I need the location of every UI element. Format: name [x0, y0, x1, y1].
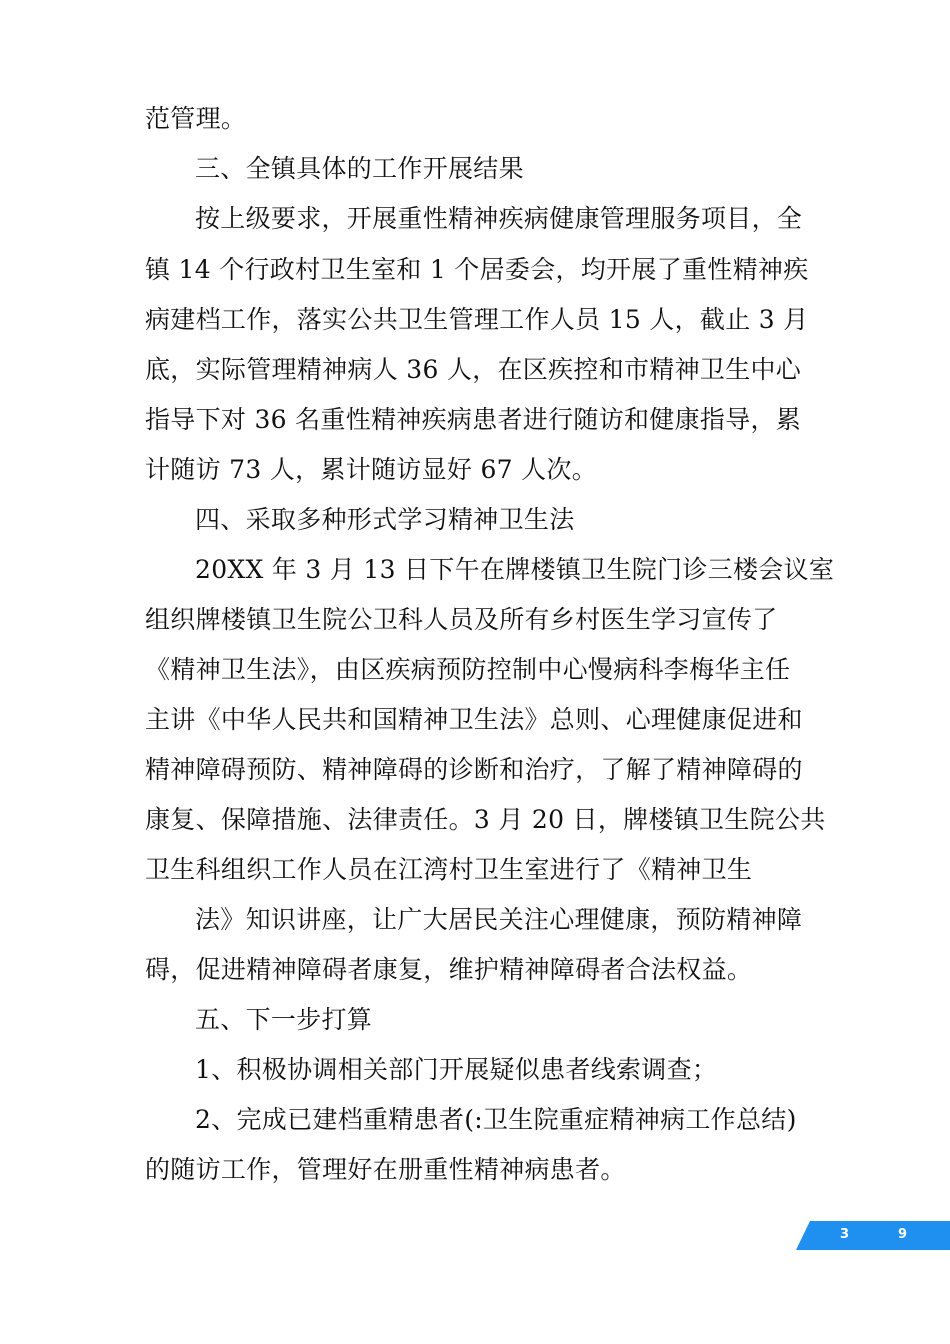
text-line: 20XX 年 3 月 13 日下午在牌楼镇卫生院门诊三楼会议室: [195, 555, 835, 584]
text-line: 卫生科组织工作人员在江湾村卫生室进行了《精神卫生: [145, 855, 753, 884]
current-page-number: 3: [840, 1227, 850, 1242]
section-heading: 五、下一步打算: [195, 1005, 373, 1034]
list-item: 2、完成已建档重精患者(:卫生院重症精神病工作总结): [195, 1105, 797, 1134]
text-line: 主讲《中华人民共和国精神卫生法》总则、心理健康促进和: [145, 705, 803, 734]
section-heading: 四、采取多种形式学习精神卫生法: [195, 505, 575, 534]
text-line: 底，实际管理精神病人 36 人，在区疾控和市精神卫生中心: [145, 355, 802, 384]
page-badge-shape: [796, 1221, 950, 1250]
text-line: 病建档工作，落实公共卫生管理工作人员 15 人，截止 3 月: [145, 305, 809, 334]
text-line: 按上级要求，开展重性精神疾病健康管理服务项目，全: [195, 204, 803, 233]
text-line: 康复、保障措施、法律责任。3 月 20 日，牌楼镇卫生院公共: [145, 805, 826, 834]
page-number-badge: [796, 1221, 950, 1250]
text-line: 的随访工作，管理好在册重性精神病患者。: [145, 1155, 626, 1184]
text-line: 法》知识讲座，让广大居民关注心理健康，预防精神障: [195, 905, 803, 934]
total-page-number: 9: [898, 1227, 908, 1242]
text-line: 精神障碍预防、精神障碍的诊断和治疗，了解了精神障碍的: [145, 755, 803, 784]
text-line: 《精神卫生法》，由区疾病预防控制中心慢病科李梅华主任: [145, 655, 791, 684]
section-heading: 三、全镇具体的工作开展结果: [195, 154, 524, 183]
text-line: 组织牌楼镇卫生院公卫科人员及所有乡村医生学习宣传了: [145, 605, 778, 634]
text-line: 范管理。: [145, 104, 247, 133]
list-item: 1、积极协调相关部门开展疑似患者线索调查；: [195, 1055, 718, 1084]
text-line: 镇 14 个行政村卫生室和 1 个居委会，均开展了重性精神疾: [145, 255, 809, 284]
text-line: 碍，促进精神障碍者康复，维护精神障碍者合法权益。: [145, 955, 753, 984]
text-line: 指导下对 36 名重性精神疾病患者进行随访和健康指导，累: [145, 405, 802, 434]
text-line: 计随访 73 人，累计随访显好 67 人次。: [145, 455, 598, 484]
